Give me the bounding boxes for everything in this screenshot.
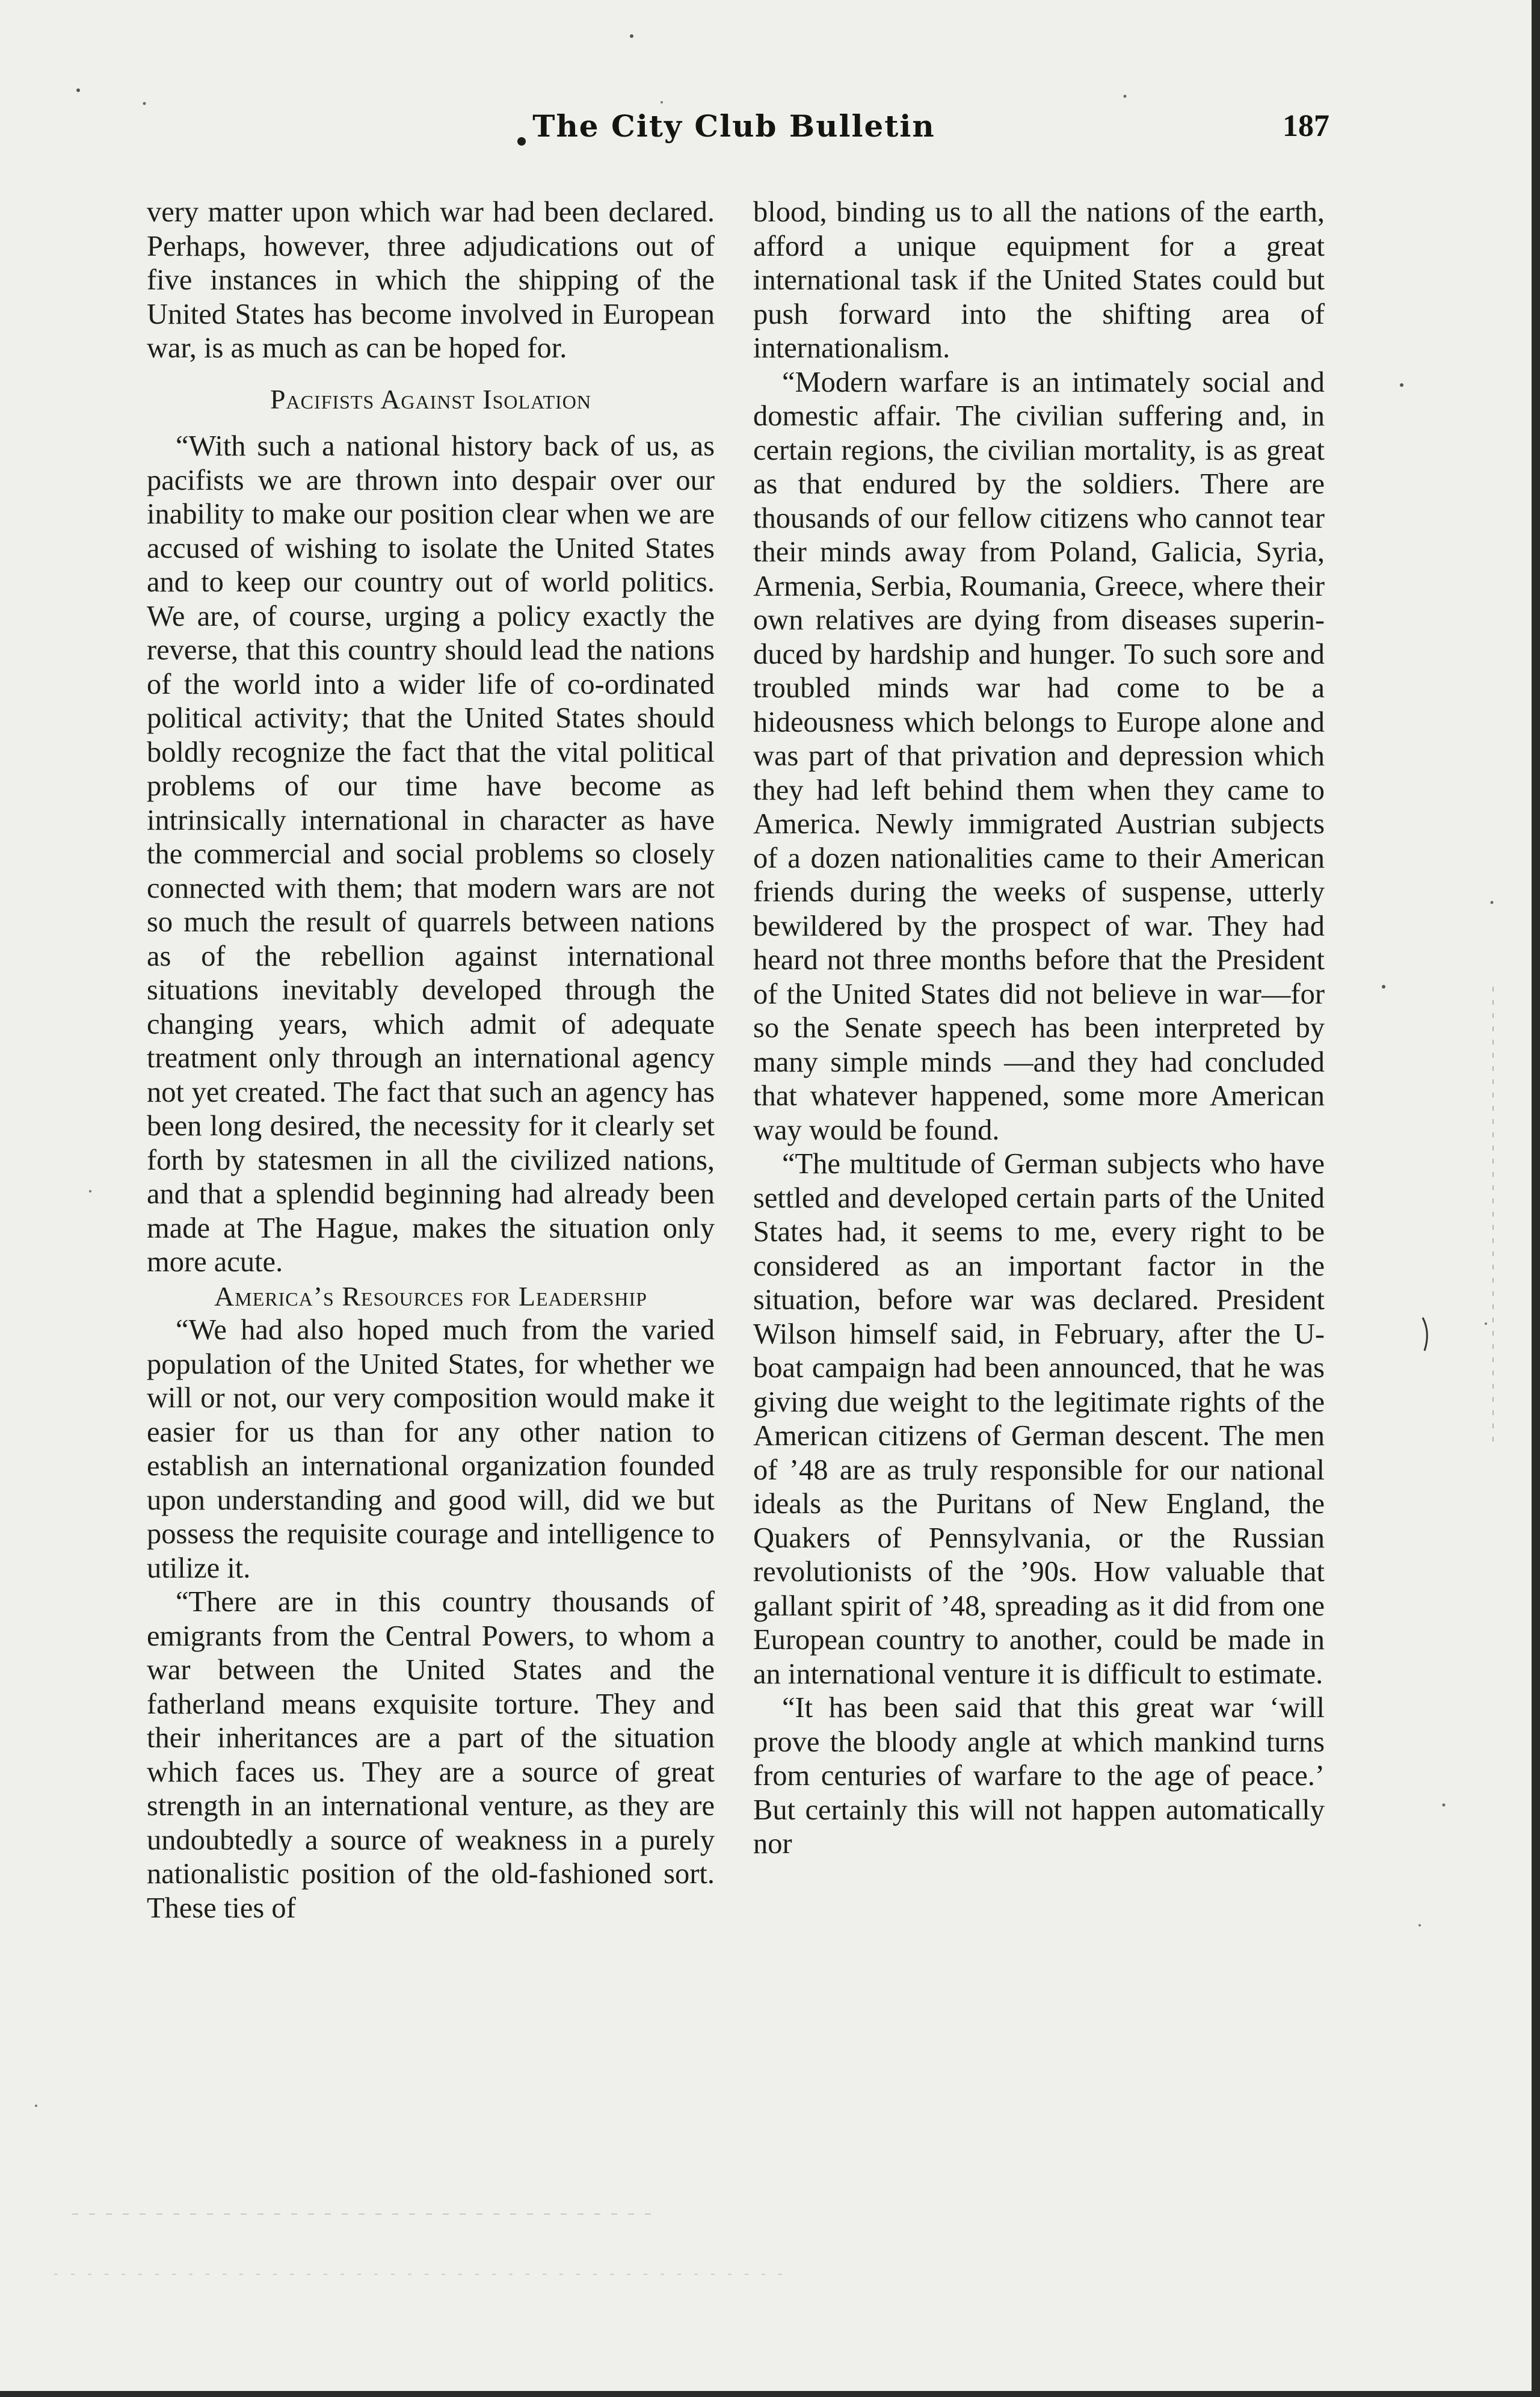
section-heading: Pacifists Against Isolation <box>270 383 592 415</box>
paragraph: “With such a national history back of us, as pacifists we are thrown into despair over our inability to make our position clear when we are accused of wishing to isolate the United States and to keep our country out of world politics. We are, of course, urging a policy exactly the reverse, that this country should lead the nations of the world into a wider life of co-ordinated political activity; that the United States should boldly recognize the fact that the vital political problems of our time have become as intrinsically international in character as have the commercial and social problems so closely connected with them; that modern wars are not so much the result of quarrels between nations as of the rebellion against international situations inevitably developed through the changing years, which admit of adequate treatment only through an international agency not yet created. The fact that such an agency has been long desired, the necessity for it clearly set forth by statesmen in all the civilized nations, and that a splendid beginning had already been made at The Hague, makes the situation only more acute. <box>147 430 715 1278</box>
section-heading: America’s Resources for Leadership <box>214 1280 647 1312</box>
ornament-dot <box>517 137 526 146</box>
page-number: 187 <box>1283 109 1329 143</box>
paragraph: very matter upon which war had been declared. Perhaps, however, three adjudications out of five instances in which the shipping of the United States has become involved in European war, is as much as can be hoped for. <box>147 196 715 364</box>
left-column <box>147 196 715 1925</box>
paragraph: blood, binding us to all the nations of the earth, afford a unique equipment for a great international task if the United States could but push forward into the shifting area of internationalism. <box>753 196 1325 364</box>
running-title: The City Club Bulletin <box>532 108 935 144</box>
paragraph: “The multitude of German subjects who have settled and developed certain parts of the United States had, it seems to me, every right to be considered as an important factor in the situation, before war was declared. President Wilson himself said, in February, after the U-boat campaign had been announced, that he was giving due weight to the legitimate rights of the American citizens of German descent. The men of ’48 are as truly responsible for our national ideals as the Puritans of New England, the Quakers of Pennsylvania, or the Russian revolutionists of the ’90s. How valuable that gallant spirit of ’48, spreading as it did from one European country to another, could be made in an international venture it is difficult to estimate. <box>753 1148 1325 1690</box>
paragraph: “It has been said that this great war ‘will prove the bloody angle at which mankind turns from centuries of warfare to the age of peace.’ But certainly this will not happen automatically nor <box>753 1692 1325 1860</box>
paragraph: “We had also hoped much from the varied population of the United States, for whether we will or not, our very composition would make it easier for us than for any other nation to establish an international organization founded upon understanding and good will, did we but possess the requisite courage and intelligence to utilize it. <box>147 1314 715 1584</box>
right-column <box>753 196 1325 1862</box>
paragraph: “Modern warfare is an intimately social and domestic affair. The civilian suffering and, in certain regions, the civilian mortality, is as great as that endured by the soldiers. There are thousands of our fellow citizens who cannot tear their minds away from Poland, Galicia, Syria, Armenia, Serbia, Roumania, Greece, where their own relatives are dying from diseases superinduced by hardship and hunger. To such sore and troubled minds war had come to be a hideousness which belongs to Europe alone and was part of that privation and depression which they had left behind them when they came to America. Newly immigrated Austrian subjects of a dozen nationalities came to their American friends during the weeks of suspense, utterly bewildered by the prospect of war. They had heard not three months before that the President of the United States did not believe in war—for so the Senate speech has been interpreted by many simple minds —and they had concluded that whatever happened, some more American way would be found. <box>753 366 1325 1146</box>
scan-right-border <box>1532 0 1540 2397</box>
scan-bottom-border <box>0 2391 1540 2397</box>
paragraph: “There are in this country thousands of emigrants from the Central Powers, to whom a war between the United States and the fatherland means exquisite torture. They and their inheritances are a part of the situation which faces us. They are a source of great strength in an international venture, as they are undoubtedly a source of weakness in a purely nationalistic position of the old-fashioned sort. These ties of <box>147 1586 715 1924</box>
